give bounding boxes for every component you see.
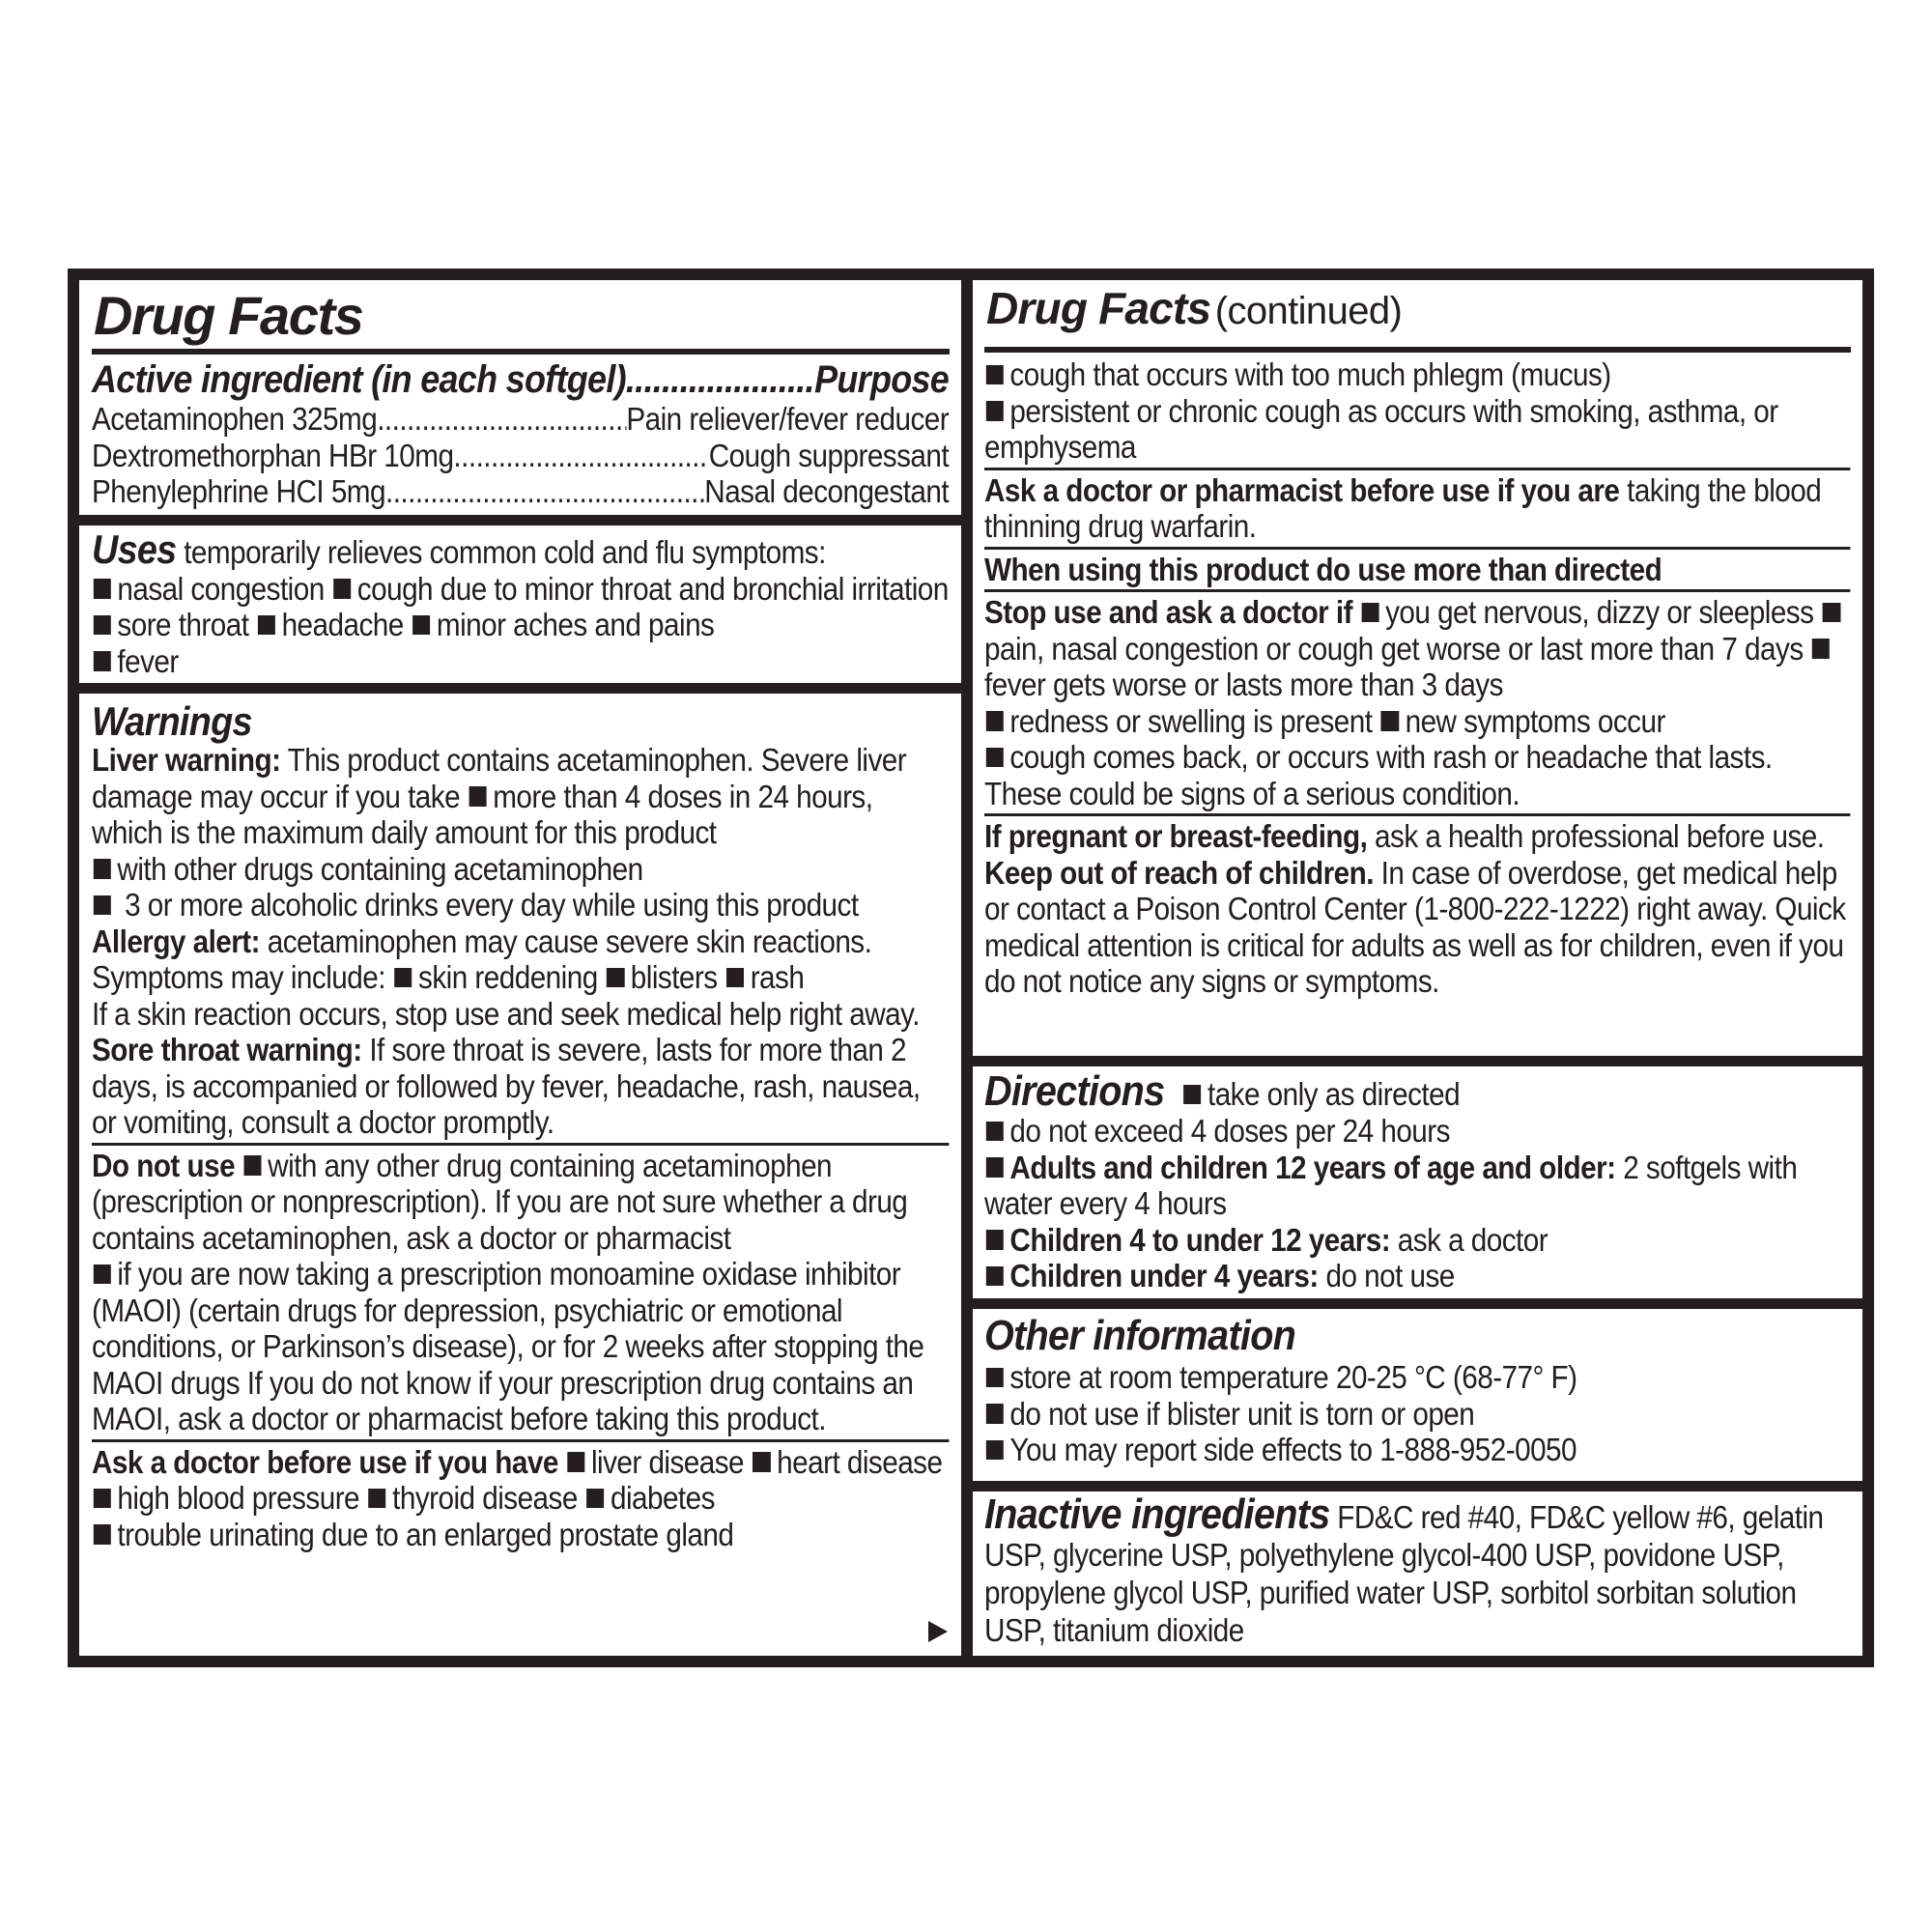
ingredient-row	[92, 438, 949, 474]
section-divider	[984, 468, 1850, 470]
active-ingredient-heading-row	[92, 358, 949, 401]
liver-warning-label: Liver warning:	[92, 742, 281, 778]
square-bullet-icon	[1812, 639, 1830, 658]
sore-throat-label: Sore throat warning:	[92, 1032, 362, 1067]
drug-facts-title: Drug Facts	[94, 285, 363, 346]
keep-out-of-reach-label: Keep out of reach of children.	[984, 854, 1374, 891]
square-bullet-icon	[93, 859, 110, 878]
ask-pharmacist-label: Ask a doctor or pharmacist before use if you are	[984, 471, 1620, 508]
square-bullet-icon	[985, 1230, 1003, 1249]
ingredient-purpose: Nasal decongestant	[704, 473, 950, 509]
square-bullet-icon	[1381, 711, 1399, 730]
pregnancy-text: ask a health professional before use.	[1375, 818, 1825, 854]
adults-label: Adults and children 12 years of age and older:	[1009, 1149, 1616, 1185]
use-item: nasal congestion	[117, 570, 325, 607]
square-bullet-icon	[753, 1452, 770, 1471]
directions-panel	[973, 1066, 1862, 1298]
stop-use	[984, 594, 1850, 811]
ingredient-row	[92, 401, 949, 438]
inactive-ingredients-panel	[973, 1492, 1862, 1656]
allergy-after-text: If a skin reaction occurs, stop use and seek medical help right away.	[92, 995, 920, 1032]
uses-heading: Uses	[92, 526, 177, 572]
square-bullet-icon	[1183, 1085, 1201, 1104]
other-information-panel	[973, 1309, 1862, 1481]
square-bullet-icon	[985, 748, 1003, 767]
active-ingredient-heading: Active ingredient (in each softgel)	[92, 358, 626, 401]
pregnancy-label: If pregnant or breast-feeding,	[984, 818, 1368, 854]
stop-item: fever gets worse or lasts more than 3 days	[984, 667, 1503, 702]
square-bullet-icon	[93, 579, 110, 598]
condition-item: thyroid disease	[392, 1480, 578, 1516]
continued-items	[984, 356, 1850, 466]
warnings-heading: Warnings	[92, 698, 252, 744]
use-item: cough due to minor throat and bronchial irritation	[356, 570, 949, 607]
condition-item: diabetes	[610, 1480, 715, 1516]
stop-item: new symptoms occur	[1405, 702, 1665, 739]
square-bullet-icon	[985, 1266, 1003, 1286]
direction-item: take only as directed	[1207, 1076, 1461, 1112]
section-divider	[984, 547, 1850, 550]
square-bullet-icon	[258, 615, 275, 635]
use-item: sore throat	[117, 607, 249, 642]
dot-leader	[453, 438, 708, 474]
ask-doctor-before-use	[92, 1444, 949, 1553]
square-bullet-icon	[93, 1489, 110, 1508]
children-under-4-label: Children under 4 years:	[1009, 1258, 1319, 1293]
ingredient-name: Phenylephrine HCI 5mg	[92, 473, 385, 509]
children-4-12-label: Children 4 to under 12 years:	[1009, 1221, 1391, 1258]
adults-text: 2 softgels with water every 4 hours	[984, 1149, 1798, 1221]
ingredient-row	[92, 473, 949, 510]
allergy-item: skin reddening	[418, 959, 598, 995]
do-not-use	[92, 1148, 949, 1437]
use-item: minor aches and pains	[436, 607, 715, 642]
liver-warning	[92, 742, 949, 923]
active-ingredients-panel	[79, 280, 961, 515]
square-bullet-icon	[93, 1264, 110, 1284]
warnings-panel	[79, 694, 961, 1656]
stop-item: cough comes back, or occurs with rash or headache that lasts.	[1009, 739, 1773, 775]
ingredient-name: Acetaminophen 325mg	[92, 401, 378, 437]
square-bullet-icon	[985, 1157, 1003, 1177]
uses-panel	[79, 526, 961, 683]
square-bullet-icon	[985, 1440, 1003, 1460]
right-column	[973, 280, 1862, 1656]
ingredient-name: Dextromethorphan HBr 10mg	[92, 437, 454, 473]
continued-title	[984, 284, 1851, 344]
section-divider	[984, 813, 1850, 816]
square-bullet-icon	[985, 711, 1003, 730]
children-4-12-text: ask a doctor	[1397, 1221, 1548, 1258]
dot-leader	[377, 401, 626, 438]
square-bullet-icon	[985, 365, 1003, 384]
square-bullet-icon	[586, 1489, 604, 1508]
square-bullet-icon	[985, 1368, 1003, 1387]
sore-throat-warning	[92, 1032, 949, 1141]
square-bullet-icon	[93, 895, 110, 915]
allergy-alert	[92, 923, 949, 1033]
direction-item: do not exceed 4 doses per 24 hours	[1009, 1113, 1450, 1149]
liver-item: with other drugs containing acetaminophen	[117, 850, 643, 887]
overdose-text: In case of overdose, get medical help or contact a Poison Control Center (1-800-222-1222) right away. Quick medical attention is critical for adults as well as for children, even if you do not notice any signs or symptoms.	[984, 854, 1846, 999]
square-bullet-icon	[607, 968, 624, 987]
do-not-use-label: Do not use	[92, 1147, 236, 1183]
inactive-ingredients-text: FD&C red #40, FD&C yellow #6, gelatin USP, glycerine USP, polyethylene glycol-400 USP, povidone USP, propylene glycol USP, purified water USP, sorbitol sorbitan solution USP, titanium dioxide	[984, 1499, 1824, 1648]
inactive-ingredients-heading: Inactive ingredients	[984, 1492, 1330, 1538]
condition-item: trouble urinating due to an enlarged prostate gland	[117, 1516, 734, 1552]
square-bullet-icon	[368, 1489, 385, 1508]
stop-after-text: These could be signs of a serious condition.	[984, 775, 1520, 811]
allergy-alert-text: acetaminophen may cause severe skin reactions. Symptoms may include:	[92, 923, 872, 995]
purpose-heading: Purpose	[814, 358, 950, 401]
use-item: headache	[281, 607, 404, 642]
drug-facts-label	[68, 269, 1874, 1667]
other-information-heading: Other information	[984, 1312, 1296, 1359]
ingredient-purpose: Cough suppressant	[708, 437, 950, 473]
square-bullet-icon	[93, 651, 110, 670]
do-not-use-item: if you are now taking a prescription monoamine oxidase inhibitor (MAOI) (certain drugs for depression, psychiatric or emotional conditions, or Parkinson’s disease), or for 2 weeks after stopping the MAOI drugs If you do not know if your prescription drug contains an MAOI, ask a doctor or pharmacist before taking this product.	[92, 1256, 924, 1436]
condition-item: persistent or chronic cough as occurs with smoking, asthma, or emphysema	[984, 392, 1778, 465]
use-item: fever	[117, 642, 179, 679]
sore-throat-text: If sore throat is severe, lasts for more than 2 days, is accompanied or followed by fever, headache, rash, nausea, or vomiting, consult a doctor promptly.	[92, 1032, 921, 1140]
other-info-item: You may report side effects to 1-888-952-0050	[1009, 1432, 1577, 1467]
square-bullet-icon	[567, 1452, 584, 1471]
square-bullet-icon	[412, 615, 430, 635]
continued-panel	[973, 280, 1862, 1056]
continued-suffix: (continued)	[1214, 290, 1403, 332]
square-bullet-icon	[469, 786, 486, 806]
ask-doctor-label: Ask a doctor before use if you have	[92, 1443, 558, 1480]
condition-item: heart disease	[777, 1443, 943, 1480]
square-bullet-icon	[985, 401, 1003, 420]
stop-use-label: Stop use and ask a doctor if	[984, 594, 1352, 630]
square-bullet-icon	[1823, 603, 1840, 622]
ask-pharmacist-text: taking the blood thinning drug warfarin.	[984, 471, 1822, 544]
other-info-item: do not use if blister unit is torn or open	[1009, 1395, 1475, 1432]
left-column	[79, 280, 961, 1656]
square-bullet-icon	[726, 968, 744, 987]
square-bullet-icon	[985, 1404, 1003, 1423]
children-under-4-text: do not use	[1325, 1258, 1455, 1293]
do-not-use-item: with any other drug containing acetaminophen (prescription or nonprescription). If you are not sure whether a drug contains acetaminophen, ask a doctor or pharmacist	[92, 1147, 908, 1256]
liver-item: 3 or more alcoholic drinks every day while using this product	[117, 887, 859, 923]
allergy-alert-label: Allergy alert:	[92, 923, 261, 959]
square-bullet-icon	[93, 615, 110, 635]
condition-item: liver disease	[590, 1443, 745, 1480]
stop-item: you get nervous, dizzy or sleepless	[1385, 594, 1814, 630]
stop-item: redness or swelling is present	[1009, 702, 1373, 739]
square-bullet-icon	[1361, 603, 1378, 622]
continue-arrow-icon	[928, 1621, 948, 1642]
ask-pharmacist	[984, 472, 1850, 545]
dot-leader	[385, 473, 704, 510]
allergy-item: rash	[750, 959, 805, 995]
ingredient-purpose: Pain reliever/fever reducer	[626, 401, 950, 437]
stop-item: pain, nasal congestion or cough get worse or last more than 7 days	[984, 630, 1804, 667]
drug-facts-continued-title: Drug Facts	[986, 283, 1211, 333]
title-divider	[92, 349, 950, 355]
section-divider	[92, 1143, 949, 1146]
directions-heading: Directions	[984, 1067, 1165, 1115]
allergy-item: blisters	[630, 959, 718, 995]
title-divider	[984, 347, 1851, 353]
square-bullet-icon	[394, 968, 412, 987]
other-info-item: store at room temperature 20-25 °C (68-77° F)	[1009, 1359, 1577, 1395]
dot-leader	[626, 358, 814, 401]
square-bullet-icon	[93, 1524, 110, 1544]
square-bullet-icon	[243, 1155, 261, 1175]
condition-item: cough that occurs with too much phlegm (mucus)	[1009, 356, 1611, 392]
uses-intro: temporarily relieves common cold and flu symptoms:	[184, 534, 826, 570]
pregnancy-and-overdose	[984, 818, 1850, 1000]
square-bullet-icon	[985, 1122, 1003, 1141]
section-divider	[984, 589, 1850, 592]
square-bullet-icon	[333, 579, 351, 598]
section-divider	[92, 1439, 949, 1442]
liver-item: more than 4 doses in 24 hours, which is the maximum daily amount for this product	[92, 778, 873, 850]
condition-item: high blood pressure	[117, 1480, 360, 1516]
liver-warning-text: This product contains acetaminophen. Severe liver damage may occur if you take	[92, 742, 907, 814]
when-using-text: When using this product do use more than directed	[984, 551, 1662, 587]
